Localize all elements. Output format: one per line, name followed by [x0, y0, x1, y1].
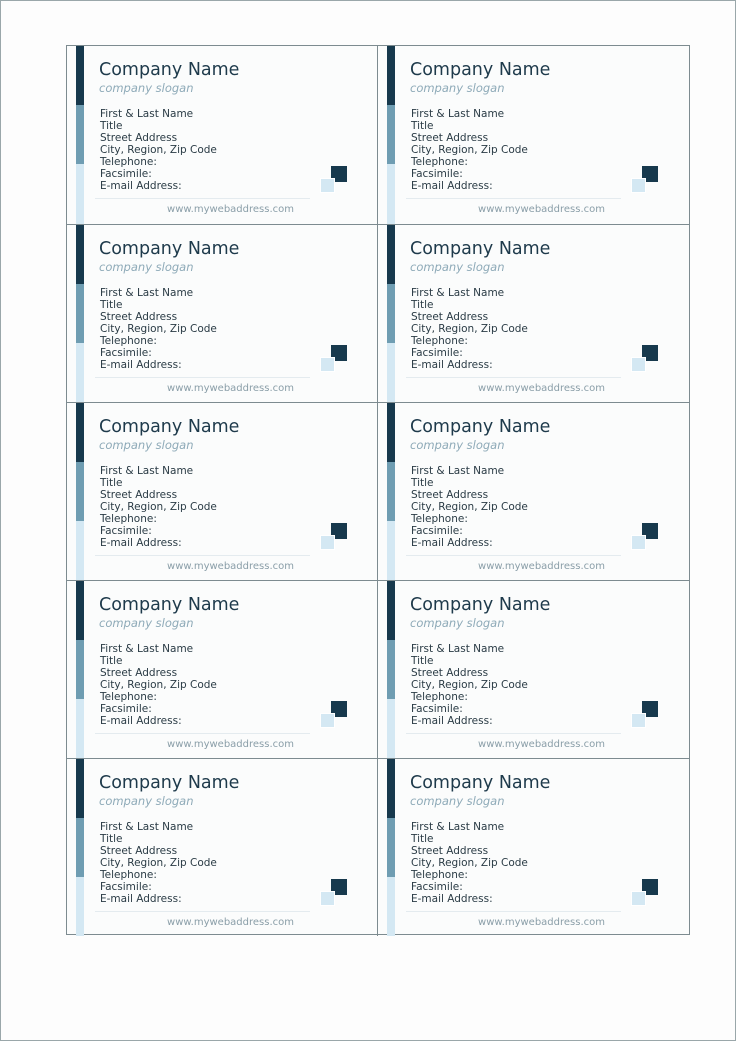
- accent-bar: [76, 403, 84, 580]
- person-name: First & Last Name: [411, 465, 505, 477]
- email-label: E-mail Address:: [100, 180, 182, 192]
- email-label: E-mail Address:: [411, 715, 493, 727]
- accent-bar-light: [387, 164, 395, 224]
- accent-bar-light: [76, 164, 84, 224]
- website-url: www.mywebaddress.com: [167, 739, 294, 750]
- logo-squares-icon: [631, 523, 661, 553]
- telephone-label: Telephone:: [100, 513, 157, 525]
- logo-squares-icon: [631, 879, 661, 909]
- accent-bar-dark: [387, 46, 395, 105]
- company-slogan: company slogan: [99, 81, 194, 95]
- logo-squares-icon: [320, 345, 350, 375]
- facsimile-label: Facsimile:: [100, 525, 152, 537]
- logo-squares-icon: [631, 166, 661, 196]
- email-label: E-mail Address:: [411, 180, 493, 192]
- accent-bar-mid: [76, 818, 84, 877]
- telephone-label: Telephone:: [100, 691, 157, 703]
- telephone-label: Telephone:: [100, 335, 157, 347]
- contact-info: [411, 465, 528, 549]
- city-region-zip: City, Region, Zip Code: [411, 144, 528, 156]
- telephone-label: Telephone:: [411, 335, 468, 347]
- telephone-label: Telephone:: [100, 156, 157, 168]
- street-address: Street Address: [411, 311, 489, 323]
- street-address: Street Address: [411, 489, 489, 501]
- person-title: Title: [100, 299, 123, 311]
- business-card-sheet: [66, 45, 690, 935]
- website-url: www.mywebaddress.com: [478, 917, 605, 928]
- telephone-label: Telephone:: [411, 156, 468, 168]
- street-address: Street Address: [411, 667, 489, 679]
- logo-squares-icon: [631, 345, 661, 375]
- city-region-zip: City, Region, Zip Code: [411, 323, 528, 335]
- street-address: Street Address: [100, 845, 178, 857]
- company-name: Company Name: [99, 417, 240, 437]
- accent-bar-dark: [76, 581, 84, 640]
- street-address: Street Address: [100, 489, 178, 501]
- email-label: E-mail Address:: [411, 537, 493, 549]
- contact-info: [100, 821, 217, 905]
- person-title: Title: [100, 655, 123, 667]
- company-name: Company Name: [99, 239, 240, 259]
- person-title: Title: [100, 120, 123, 132]
- person-title: Title: [100, 833, 123, 845]
- company-slogan: company slogan: [99, 616, 194, 630]
- company-slogan: company slogan: [410, 438, 505, 452]
- company-slogan: company slogan: [99, 794, 194, 808]
- accent-bar: [387, 225, 395, 402]
- accent-bar-mid: [76, 640, 84, 699]
- logo-light-square: [320, 891, 335, 906]
- facsimile-label: Facsimile:: [100, 347, 152, 359]
- city-region-zip: City, Region, Zip Code: [100, 857, 217, 869]
- website-url: www.mywebaddress.com: [478, 383, 605, 394]
- logo-light-square: [320, 713, 335, 728]
- accent-bar: [76, 225, 84, 402]
- street-address: Street Address: [100, 132, 178, 144]
- person-name: First & Last Name: [411, 108, 505, 120]
- company-name: Company Name: [410, 239, 551, 259]
- telephone-label: Telephone:: [411, 513, 468, 525]
- city-region-zip: City, Region, Zip Code: [100, 144, 217, 156]
- email-label: E-mail Address:: [100, 359, 182, 371]
- divider: [406, 555, 621, 556]
- accent-bar: [387, 403, 395, 580]
- contact-info: [100, 465, 217, 549]
- logo-squares-icon: [320, 879, 350, 909]
- company-slogan: company slogan: [99, 438, 194, 452]
- contact-info: [100, 108, 217, 192]
- divider: [95, 733, 310, 734]
- logo-light-square: [631, 535, 646, 550]
- business-card: [67, 758, 378, 936]
- company-slogan: company slogan: [99, 260, 194, 274]
- city-region-zip: City, Region, Zip Code: [411, 679, 528, 691]
- logo-light-square: [320, 535, 335, 550]
- divider: [406, 911, 621, 912]
- person-title: Title: [411, 120, 434, 132]
- person-title: Title: [411, 299, 434, 311]
- accent-bar: [387, 46, 395, 224]
- street-address: Street Address: [411, 845, 489, 857]
- company-name: Company Name: [99, 595, 240, 615]
- email-label: E-mail Address:: [100, 893, 182, 905]
- facsimile-label: Facsimile:: [100, 168, 152, 180]
- accent-bar-mid: [387, 462, 395, 521]
- person-title: Title: [100, 477, 123, 489]
- divider: [95, 198, 310, 199]
- contact-info: [411, 821, 528, 905]
- person-name: First & Last Name: [100, 821, 194, 833]
- website-url: www.mywebaddress.com: [478, 204, 605, 215]
- city-region-zip: City, Region, Zip Code: [100, 501, 217, 513]
- accent-bar-mid: [76, 284, 84, 343]
- website-url: www.mywebaddress.com: [478, 739, 605, 750]
- logo-light-square: [631, 891, 646, 906]
- website-url: www.mywebaddress.com: [478, 561, 605, 572]
- street-address: Street Address: [411, 132, 489, 144]
- city-region-zip: City, Region, Zip Code: [100, 679, 217, 691]
- business-card: [378, 46, 689, 224]
- business-card: [67, 224, 378, 402]
- divider: [95, 911, 310, 912]
- company-slogan: company slogan: [410, 260, 505, 274]
- telephone-label: Telephone:: [100, 869, 157, 881]
- accent-bar-dark: [76, 46, 84, 105]
- accent-bar-dark: [76, 403, 84, 462]
- facsimile-label: Facsimile:: [100, 703, 152, 715]
- website-url: www.mywebaddress.com: [167, 383, 294, 394]
- company-name: Company Name: [410, 417, 551, 437]
- accent-bar: [76, 581, 84, 758]
- accent-bar-dark: [387, 759, 395, 818]
- business-card: [67, 580, 378, 758]
- logo-squares-icon: [320, 166, 350, 196]
- person-title: Title: [411, 833, 434, 845]
- accent-bar-dark: [387, 403, 395, 462]
- person-name: First & Last Name: [411, 821, 505, 833]
- telephone-label: Telephone:: [411, 869, 468, 881]
- accent-bar-mid: [387, 818, 395, 877]
- contact-info: [100, 287, 217, 371]
- business-card: [67, 46, 378, 224]
- company-name: Company Name: [99, 773, 240, 793]
- email-label: E-mail Address:: [411, 893, 493, 905]
- logo-squares-icon: [320, 523, 350, 553]
- contact-info: [411, 108, 528, 192]
- logo-light-square: [320, 357, 335, 372]
- facsimile-label: Facsimile:: [411, 703, 463, 715]
- accent-bar-mid: [76, 105, 84, 164]
- accent-bar: [76, 759, 84, 936]
- facsimile-label: Facsimile:: [411, 347, 463, 359]
- accent-bar-mid: [76, 462, 84, 521]
- divider: [406, 733, 621, 734]
- business-card: [378, 224, 689, 402]
- contact-info: [411, 643, 528, 727]
- accent-bar: [387, 759, 395, 936]
- street-address: Street Address: [100, 311, 178, 323]
- website-url: www.mywebaddress.com: [167, 917, 294, 928]
- facsimile-label: Facsimile:: [411, 525, 463, 537]
- contact-info: [411, 287, 528, 371]
- accent-bar-mid: [387, 640, 395, 699]
- email-label: E-mail Address:: [100, 715, 182, 727]
- divider: [95, 377, 310, 378]
- logo-light-square: [631, 357, 646, 372]
- accent-bar: [387, 581, 395, 758]
- company-name: Company Name: [410, 595, 551, 615]
- city-region-zip: City, Region, Zip Code: [411, 501, 528, 513]
- accent-bar: [76, 46, 84, 224]
- logo-light-square: [320, 178, 335, 193]
- person-name: First & Last Name: [411, 643, 505, 655]
- city-region-zip: City, Region, Zip Code: [411, 857, 528, 869]
- accent-bar-mid: [387, 105, 395, 164]
- contact-info: [100, 643, 217, 727]
- email-label: E-mail Address:: [411, 359, 493, 371]
- accent-bar-dark: [387, 581, 395, 640]
- logo-squares-icon: [631, 701, 661, 731]
- accent-bar-dark: [387, 225, 395, 284]
- logo-squares-icon: [320, 701, 350, 731]
- business-card: [378, 580, 689, 758]
- website-url: www.mywebaddress.com: [167, 204, 294, 215]
- company-slogan: company slogan: [410, 616, 505, 630]
- divider: [406, 198, 621, 199]
- accent-bar-dark: [76, 225, 84, 284]
- person-name: First & Last Name: [100, 643, 194, 655]
- divider: [95, 555, 310, 556]
- company-slogan: company slogan: [410, 794, 505, 808]
- facsimile-label: Facsimile:: [100, 881, 152, 893]
- person-title: Title: [411, 477, 434, 489]
- email-label: E-mail Address:: [100, 537, 182, 549]
- telephone-label: Telephone:: [411, 691, 468, 703]
- company-name: Company Name: [410, 773, 551, 793]
- facsimile-label: Facsimile:: [411, 881, 463, 893]
- website-url: www.mywebaddress.com: [167, 561, 294, 572]
- person-name: First & Last Name: [100, 465, 194, 477]
- street-address: Street Address: [100, 667, 178, 679]
- business-card: [378, 402, 689, 580]
- company-name: Company Name: [99, 60, 240, 80]
- person-name: First & Last Name: [100, 108, 194, 120]
- person-title: Title: [411, 655, 434, 667]
- person-name: First & Last Name: [100, 287, 194, 299]
- accent-bar-mid: [387, 284, 395, 343]
- business-card: [378, 758, 689, 936]
- logo-light-square: [631, 713, 646, 728]
- business-card: [67, 402, 378, 580]
- facsimile-label: Facsimile:: [411, 168, 463, 180]
- city-region-zip: City, Region, Zip Code: [100, 323, 217, 335]
- company-slogan: company slogan: [410, 81, 505, 95]
- person-name: First & Last Name: [411, 287, 505, 299]
- company-name: Company Name: [410, 60, 551, 80]
- accent-bar-dark: [76, 759, 84, 818]
- logo-light-square: [631, 178, 646, 193]
- divider: [406, 377, 621, 378]
